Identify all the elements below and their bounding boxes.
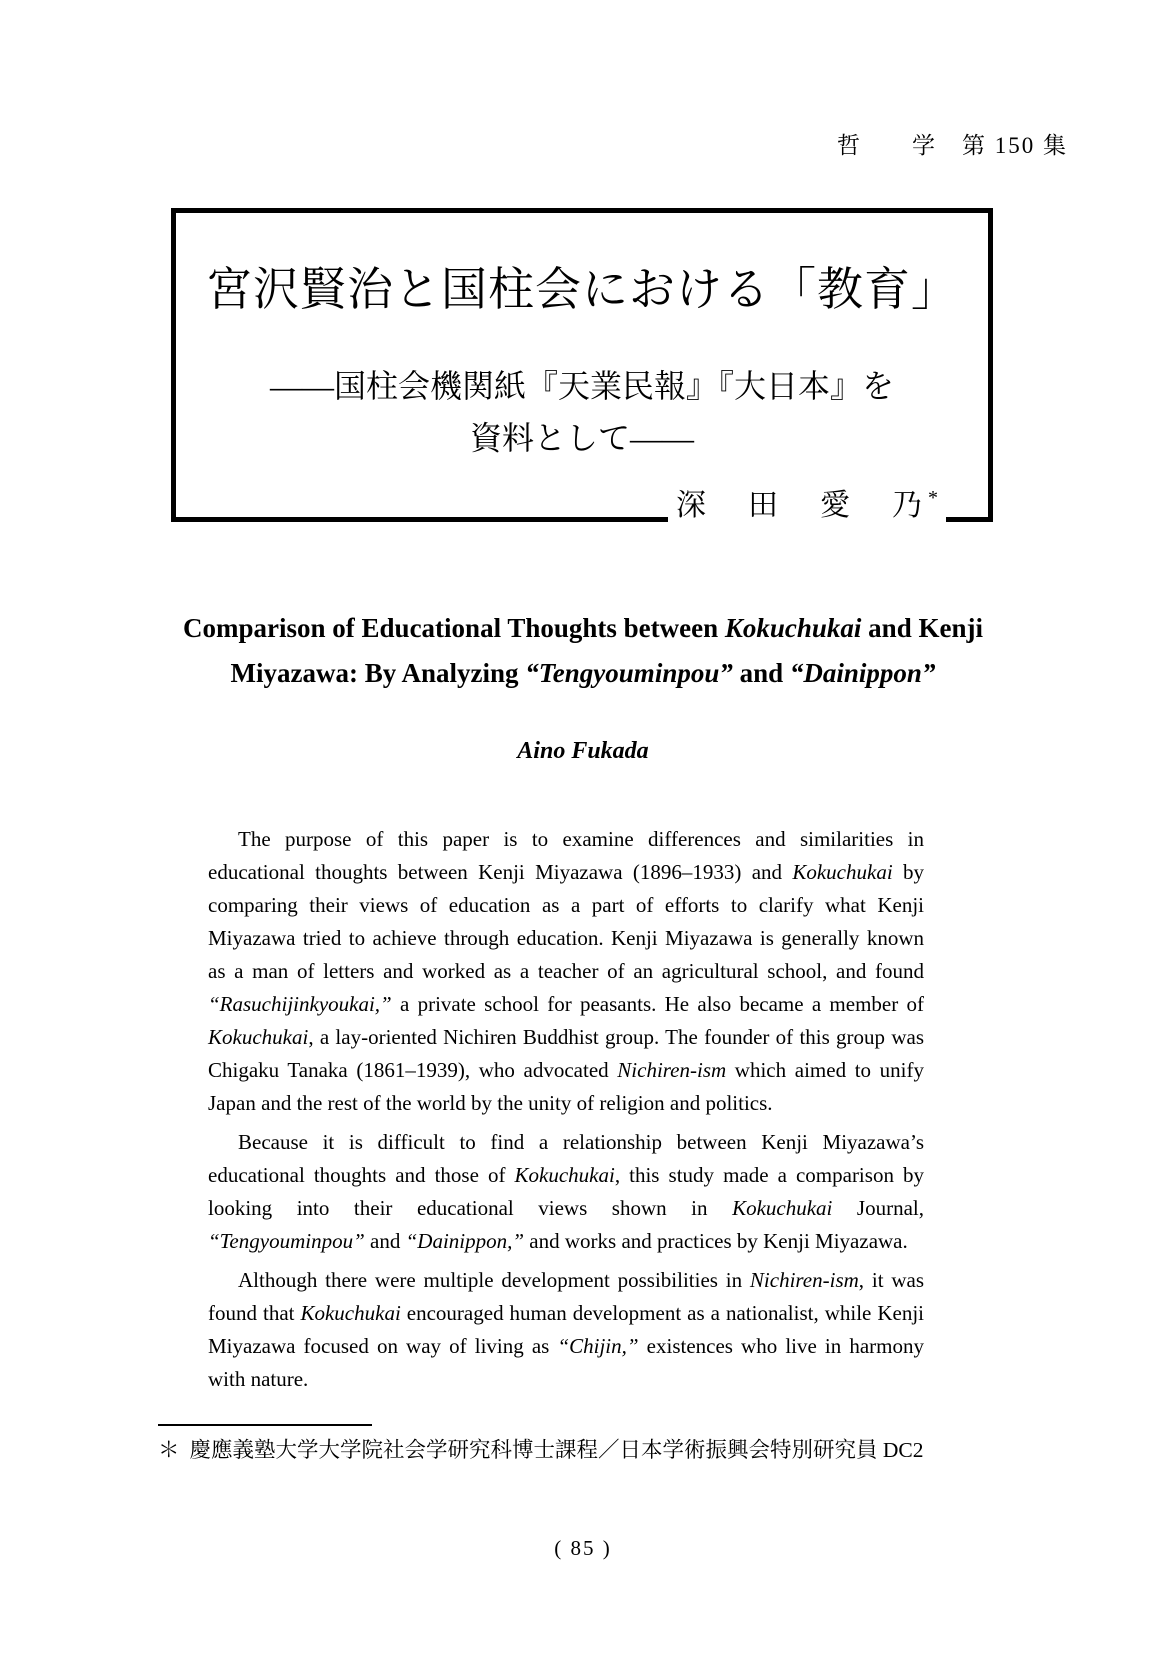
footnote-rule (158, 1424, 372, 1426)
subtitle-line-2: 資料として—— (469, 419, 694, 456)
abstract (208, 823, 924, 1396)
subtitle-line-1: ——国柱会機関紙『天業民報』『大日本』を (269, 367, 894, 404)
author-name-jp (668, 489, 946, 523)
footnote (158, 1435, 1166, 1466)
author-rule-row (176, 488, 988, 522)
author-rule-left (176, 517, 668, 522)
author-rule-right (946, 517, 988, 522)
journal-issue-label: 哲 学 第 150 集 (837, 133, 1068, 158)
author-name-en: Aino Fukada (517, 738, 649, 764)
article-title-en: Comparison of Educational Thoughts between Kokuchukai and Kenji Miyazawa: By Analyzing “Tengyouminpou” and “Dainippon” (183, 613, 983, 688)
author-footnote-mark: * (928, 487, 938, 509)
author-name-jp-text: 深 田 愛 乃 (676, 489, 928, 522)
page-number: ( 85 ) (554, 1536, 612, 1560)
abstract-paragraph-3: Although there were multiple development possibilities in Nichiren-ism, it was found that Kokuchukai encouraged human development as a nationalist, while Kenji Miyazawa focused on way of living as “Chijin,” existences who live in harmony with nature. (208, 1268, 925, 1391)
article-title-jp: 宮沢賢治と国柱会における「教育」 (206, 264, 958, 315)
abstract-paragraph-1: The purpose of this paper is to examine differences and similarities in educational thoughts between Kenji Miyazawa (1896–1933) and Kokuchukai by comparing their views of education as a part of efforts to clarify what Kenji Miyazawa tried to achieve through education. Kenji Miyazawa is generally known as a man of letters and worked as a teacher of an agricultural school, and found “Rasuchijinkyoukai,” a private school for peasants. He also became a member of Kokuchukai, a lay-oriented Nichiren Buddhist group. The founder of this group was Chigaku Tanaka (1861–1939), who advocated Nichiren-ism which aimed to unify Japan and the rest of the world by the unity of religion and politics. (208, 827, 925, 1115)
footnote-text: 慶應義塾大学大学院社会学研究科博士課程／日本学術振興会特別研究員 DC2 (189, 1438, 924, 1462)
article-subtitle-jp (270, 360, 894, 464)
journal-header (0, 0, 1166, 162)
footnote-mark: ＊ (158, 1438, 180, 1462)
abstract-paragraph-2: Because it is difficult to find a relationship between Kenji Miyazawa’s educational thoughts and those of Kokuchukai, this study made a comparison by looking into their educational views shown in Kokuchukai Journal, “Tengyouminpou” and “Dainippon,” and works and practices by Kenji Miyazawa. (208, 1130, 924, 1253)
title-box (171, 208, 993, 522)
